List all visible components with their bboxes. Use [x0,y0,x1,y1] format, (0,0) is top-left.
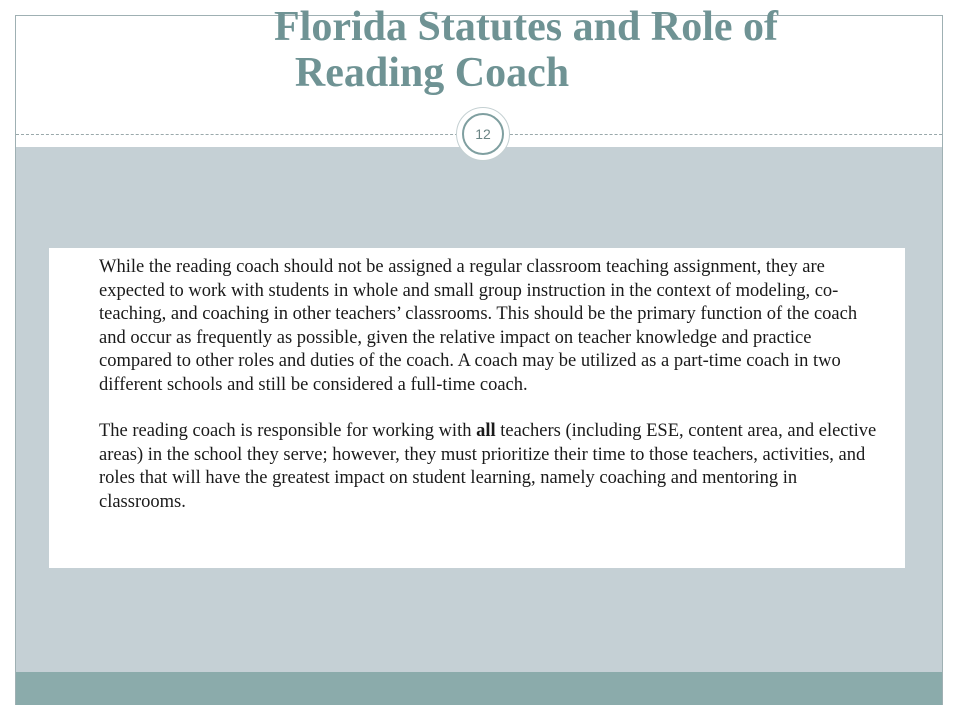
slide-title-line-2: Reading Coach [294,50,570,96]
excerpt-paragraph-2-end: teachers (including ESE, content area, and elective areas) in the school they serve; however, they must prioritize their time to those teachers, activities, and roles that will have the greatest impact on student learning, namely coaching and mentoring in classrooms. [99,421,877,512]
excerpt-emphasis-all: all [476,421,496,441]
slide-title [16,4,944,96]
page-number: 12 [462,113,504,155]
footer-band [16,672,942,705]
slide-title-line-1: Florida Statutes and Role of [274,4,778,50]
excerpt-paragraph-1: While the reading coach should not be assigned a regular classroom teaching assignment, they are expected to work with students in whole and small group instruction in the context of modeling, co-teaching, and coaching in other teachers’ classrooms. This should be the primary function of the coach and occur as frequently as possible, given the relative impact on teacher knowledge and practice compared to other roles and duties of the coach. A coach may be utilized as a part-time coach in two different schools and still be considered a full-time coach. [99,257,858,395]
excerpt-paragraph-2 [99,420,885,514]
page-number-badge [456,107,510,161]
excerpt-paragraph-2-start: The reading coach is responsible for working with [99,421,477,441]
statute-excerpt [49,248,905,568]
